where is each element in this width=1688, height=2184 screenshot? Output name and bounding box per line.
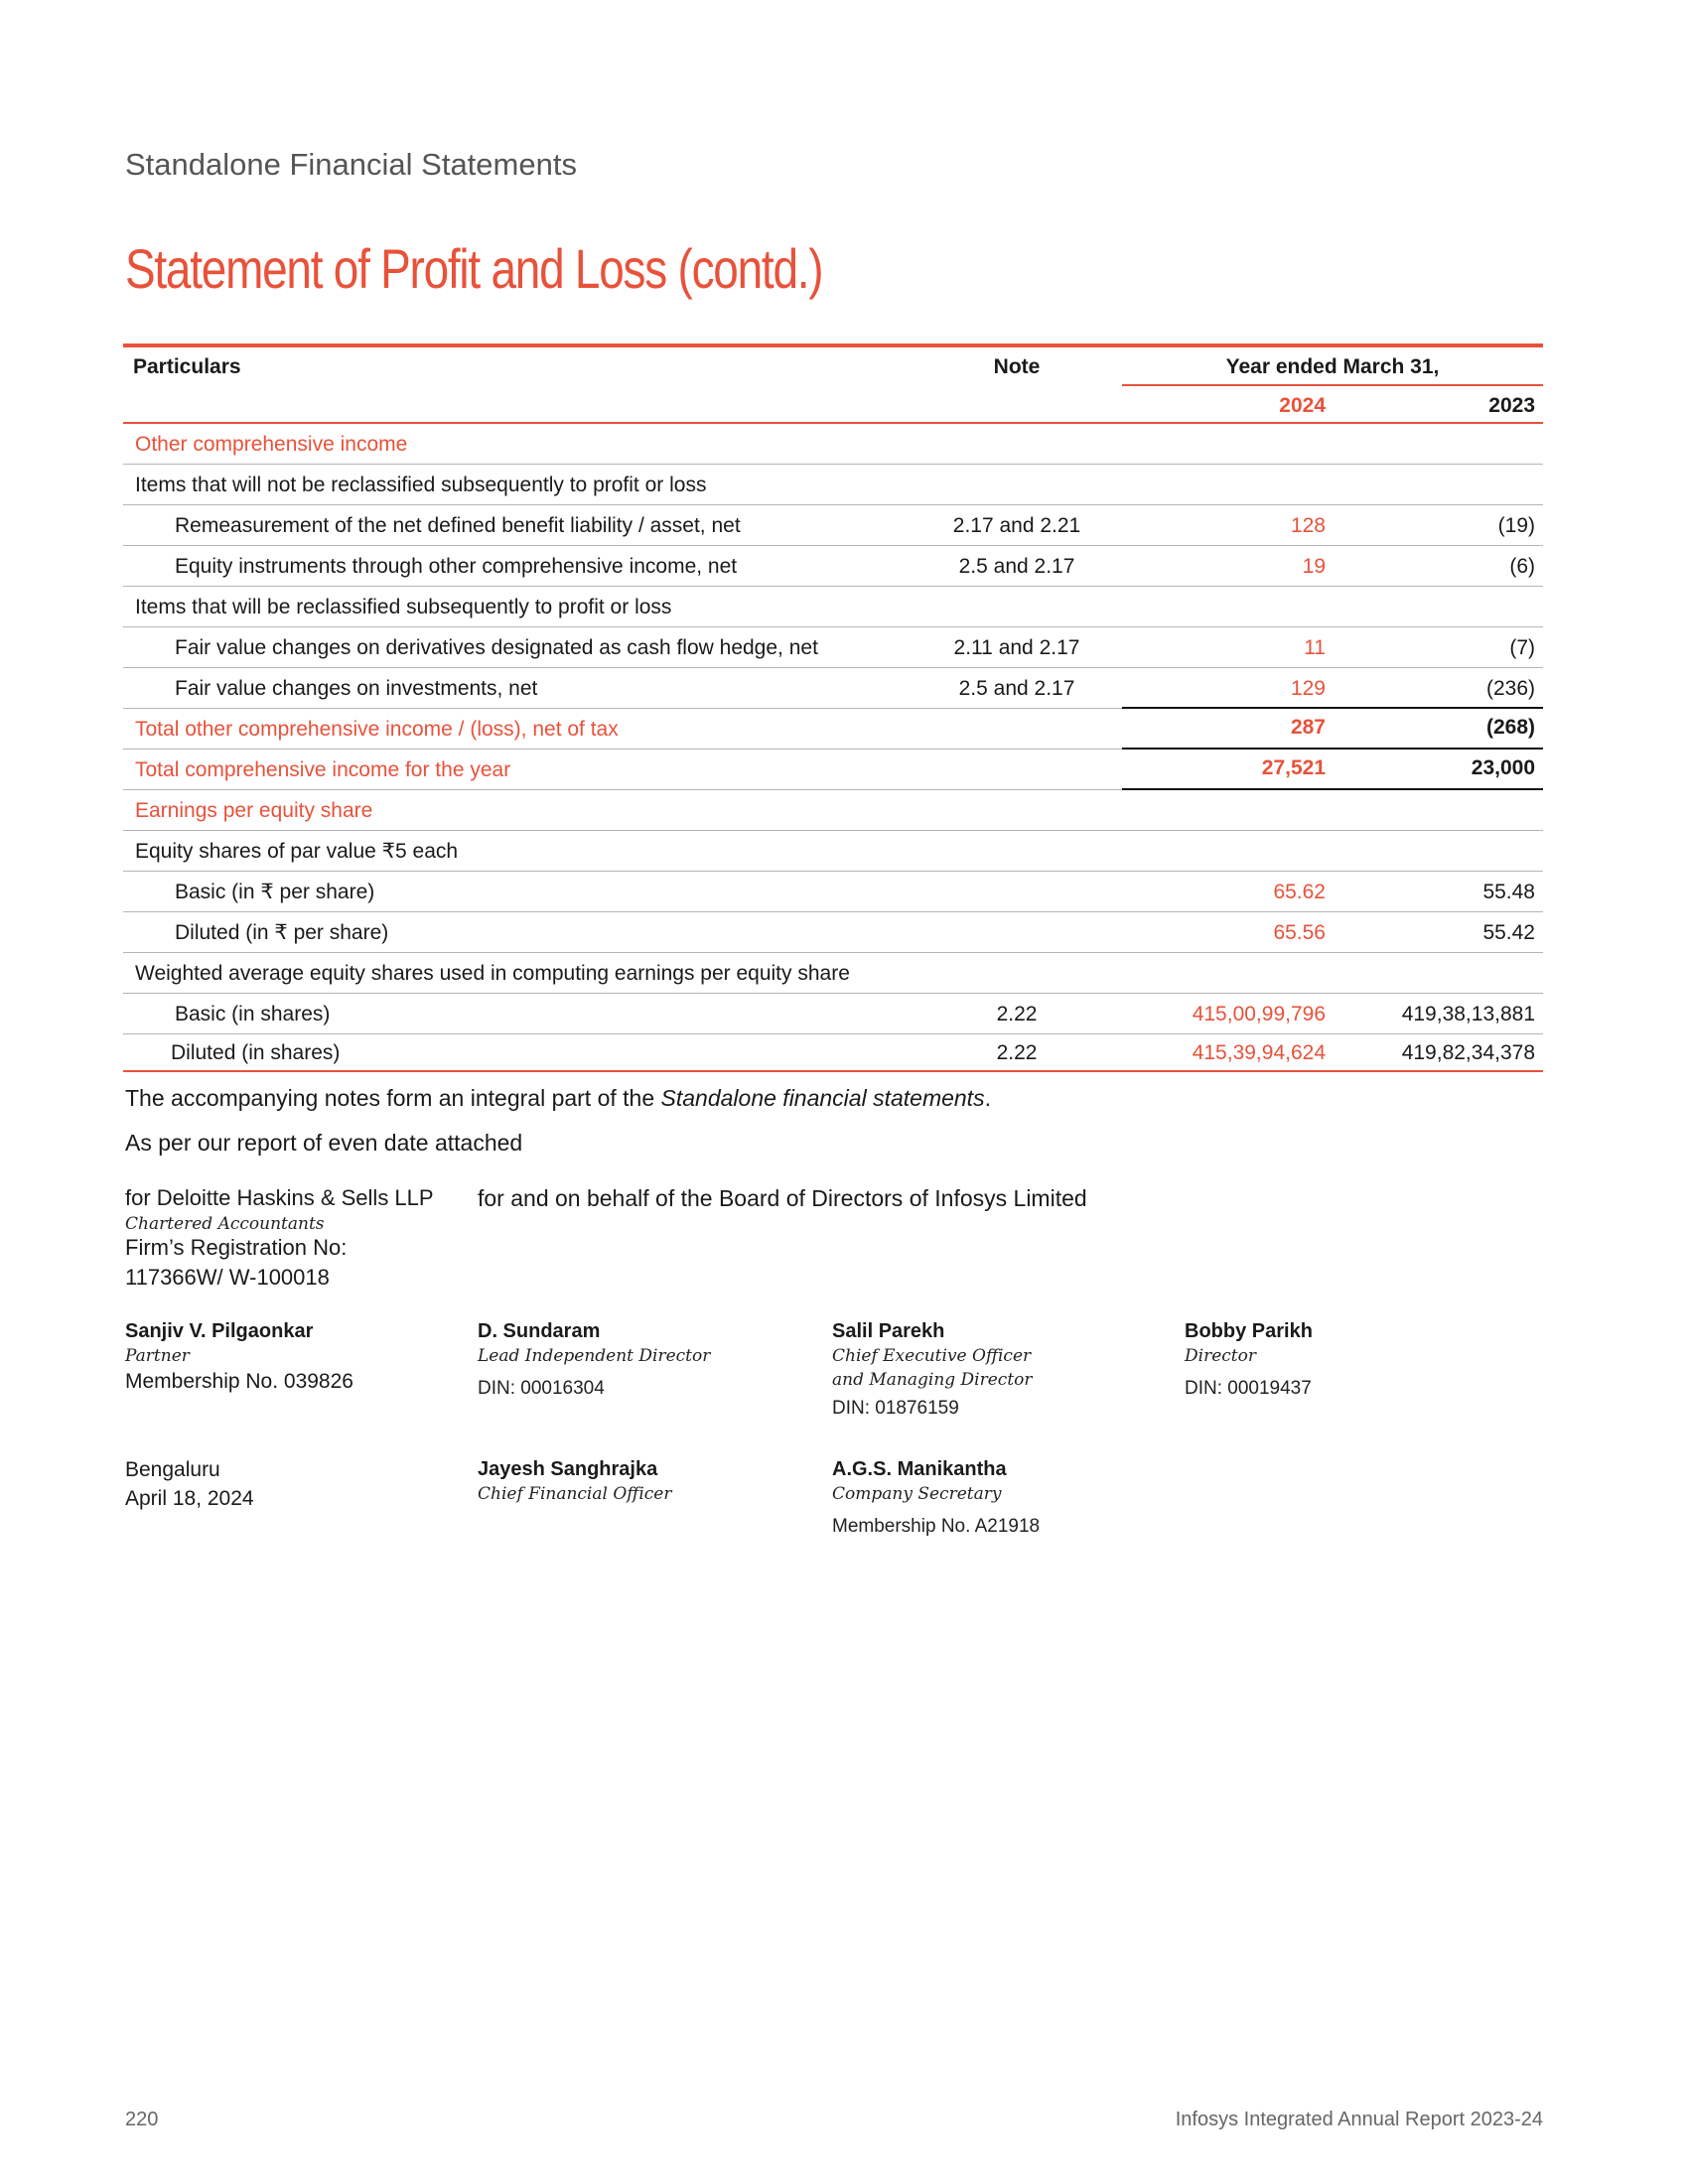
signatory-role-line2: and Managing Director <box>832 1370 1033 1390</box>
table-row <box>123 831 1543 872</box>
signatory-din: DIN: 00019437 <box>1185 1378 1312 1399</box>
row-label: Weighted average equity shares used in computing earnings per equity share <box>135 962 850 985</box>
table-top-rule <box>123 343 1543 347</box>
signatory-name: Bobby Parikh <box>1185 1320 1313 1342</box>
table-row <box>123 546 1543 587</box>
row-value-2024: 128 <box>1290 514 1326 537</box>
table-row <box>123 424 1543 465</box>
notes-text: The accompanying notes form an integral part of the <box>125 1085 661 1111</box>
signatory-membership: Membership No. 039826 <box>125 1370 353 1393</box>
report-date-statement: As per our report of even date attached <box>125 1130 523 1156</box>
row-label: Diluted (in ₹ per share) <box>175 921 389 944</box>
auditor-type: Chartered Accountants <box>125 1214 325 1234</box>
row-value-2023: (7) <box>1509 636 1535 659</box>
table-row <box>123 912 1543 953</box>
row-label: Other comprehensive income <box>135 433 408 456</box>
row-value-2024: 19 <box>1302 555 1326 578</box>
auditor-reg-number: 117366W/ W-100018 <box>125 1265 330 1290</box>
table-row <box>123 953 1543 994</box>
table-row <box>123 627 1543 668</box>
table-row <box>123 750 1543 789</box>
auditor-reg-label: Firm’s Registration No: <box>125 1235 348 1260</box>
row-value-2023: (19) <box>1497 514 1535 537</box>
header-note: Note <box>993 355 1041 378</box>
signatory-role: Chief Executive Officer <box>832 1346 1032 1366</box>
signatory-name: A.G.S. Manikantha <box>832 1458 1007 1480</box>
row-value-2023: 23,000 <box>1471 756 1535 779</box>
row-note: 2.22 <box>996 1041 1038 1064</box>
signatory-name: Salil Parekh <box>832 1320 945 1342</box>
signatory-role: Partner <box>125 1346 190 1366</box>
notes-suffix: . <box>984 1085 991 1111</box>
signing-place: Bengaluru <box>125 1458 220 1481</box>
row-label: Fair value changes on investments, net <box>175 677 538 700</box>
signatory-role: Chief Financial Officer <box>478 1484 672 1504</box>
signatory-name: Jayesh Sanghrajka <box>478 1458 658 1480</box>
auditor-firm: for Deloitte Haskins & Sells LLP <box>125 1185 434 1210</box>
row-label: Items that will be reclassified subsequently to profit or loss <box>135 596 672 618</box>
row-note: 2.11 and 2.17 <box>953 636 1080 659</box>
row-label: Diluted (in shares) <box>171 1041 341 1064</box>
notes-italic-text: Standalone financial statements <box>660 1085 985 1111</box>
row-value-2024: 415,00,99,796 <box>1192 1003 1326 1025</box>
row-value-2024: 27,521 <box>1261 756 1326 779</box>
row-value-2023: (6) <box>1509 555 1535 578</box>
table-row <box>123 872 1543 912</box>
row-value-2023: 419,38,13,881 <box>1401 1003 1535 1025</box>
row-value-2024: 65.56 <box>1273 921 1326 944</box>
row-label: Remeasurement of the net defined benefit liability / asset, net <box>175 514 741 537</box>
row-note: 2.17 and 2.21 <box>952 514 1081 537</box>
notes-statement <box>125 1085 991 1112</box>
table-row <box>123 1034 1543 1072</box>
signatory-din: DIN: 01876159 <box>832 1398 959 1419</box>
table-row <box>123 994 1543 1034</box>
row-note: 2.22 <box>996 1003 1038 1025</box>
row-note: 2.5 and 2.17 <box>958 555 1075 578</box>
signing-date: April 18, 2024 <box>125 1487 254 1510</box>
signatory-membership: Membership No. A21918 <box>832 1516 1041 1537</box>
signatory-role: Company Secretary <box>832 1484 1002 1504</box>
row-value-2023: 55.48 <box>1482 881 1535 903</box>
row-value-2024: 415,39,94,624 <box>1192 1041 1326 1064</box>
header-particulars: Particulars <box>133 355 241 378</box>
row-label: Total other comprehensive income / (loss), net of tax <box>135 718 619 741</box>
table-row <box>123 505 1543 546</box>
row-note: 2.5 and 2.17 <box>958 677 1075 700</box>
header-year-group: Year ended March 31, <box>1225 355 1440 378</box>
row-value-2023: 419,82,34,378 <box>1401 1041 1535 1064</box>
table-row <box>123 790 1543 831</box>
table-row <box>123 709 1543 749</box>
report-name: Infosys Integrated Annual Report 2023-24 <box>1175 2109 1543 2130</box>
table-row <box>123 587 1543 627</box>
signatory-name: D. Sundaram <box>478 1320 601 1342</box>
row-value-2024: 11 <box>1304 636 1326 659</box>
row-value-2023: 55.42 <box>1482 921 1535 944</box>
board-statement: for and on behalf of the Board of Directors of Infosys Limited <box>478 1185 1087 1211</box>
row-label: Items that will not be reclassified subsequently to profit or loss <box>135 474 707 496</box>
signatory-name: Sanjiv V. Pilgaonkar <box>125 1320 314 1342</box>
row-label: Earnings per equity share <box>135 799 373 822</box>
signatory-role: Lead Independent Director <box>478 1346 711 1366</box>
row-value-2024: 129 <box>1290 677 1326 700</box>
row-value-2023: (236) <box>1485 677 1535 700</box>
header-year-2023: 2023 <box>1488 394 1535 417</box>
signatory-role: Director <box>1185 1346 1256 1366</box>
row-label: Equity instruments through other comprehensive income, net <box>175 555 738 578</box>
row-value-2024: 287 <box>1290 716 1326 739</box>
page-title: Statement of Profit and Loss (contd.) <box>125 237 823 300</box>
signatory-din: DIN: 00016304 <box>478 1378 605 1399</box>
row-value-2023: (268) <box>1485 716 1535 739</box>
row-value-2024: 65.62 <box>1273 881 1326 903</box>
header-year-2024: 2024 <box>1279 394 1326 417</box>
row-label: Basic (in ₹ per share) <box>175 881 375 903</box>
row-label: Fair value changes on derivatives designated as cash flow hedge, net <box>175 636 818 659</box>
row-label: Total comprehensive income for the year <box>135 758 511 781</box>
row-label: Equity shares of par value ₹5 each <box>135 840 459 863</box>
table-row <box>123 465 1543 505</box>
table-row <box>123 668 1543 708</box>
section-label: Standalone Financial Statements <box>125 147 577 182</box>
row-label: Basic (in shares) <box>175 1003 331 1025</box>
page-number: 220 <box>125 2109 159 2130</box>
year-group-rule <box>1122 384 1543 386</box>
